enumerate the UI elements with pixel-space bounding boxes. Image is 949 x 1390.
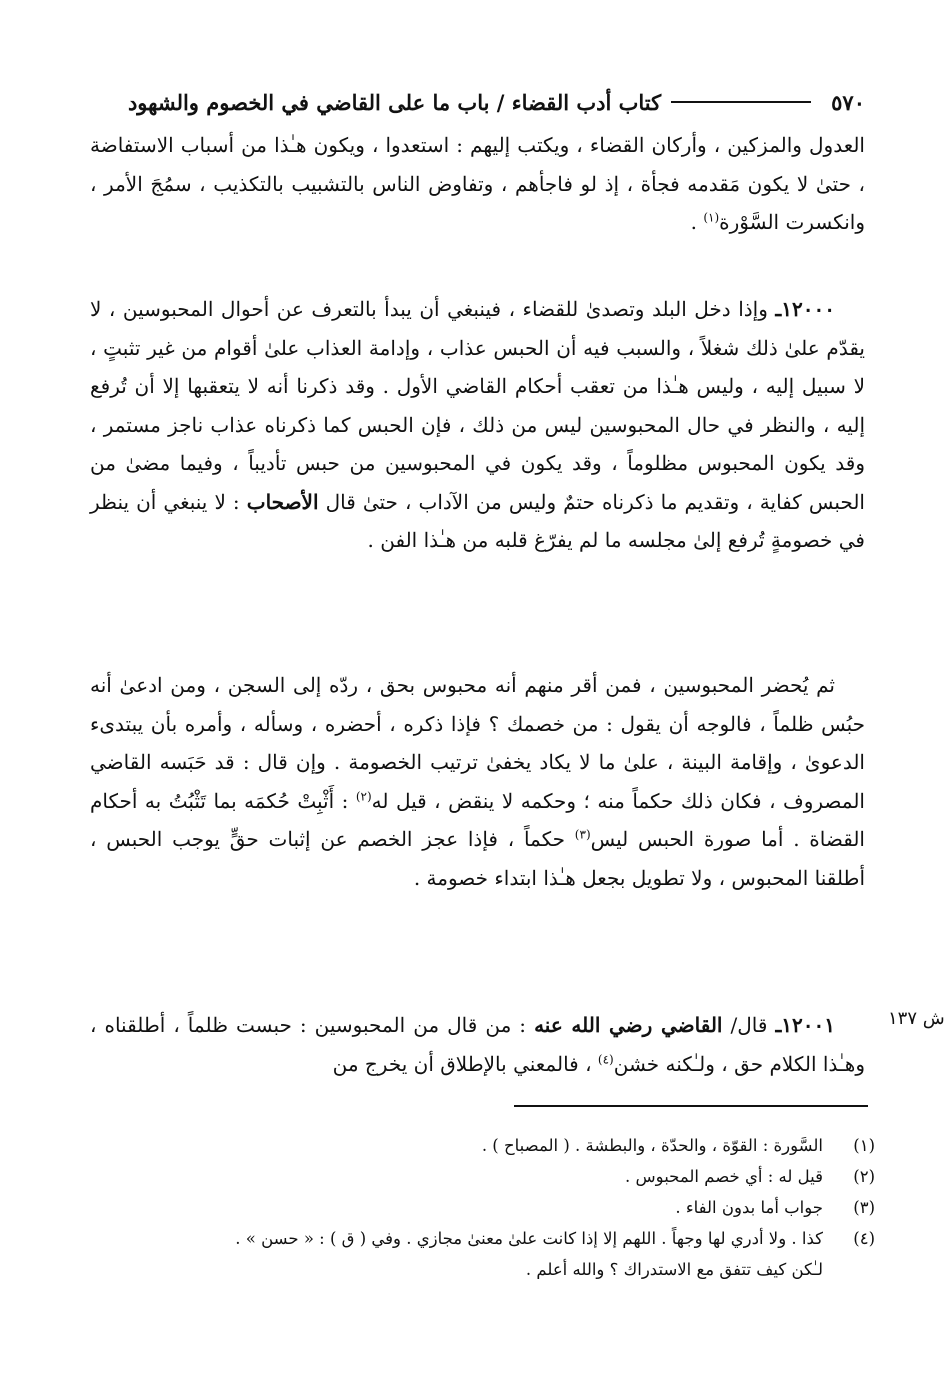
footnote-number: (٢) <box>853 1167 875 1186</box>
margin-manuscript-note: ش ١٣٧ <box>888 1008 945 1029</box>
footnote-number: (١) <box>853 1136 875 1155</box>
footnote-1 <box>90 1130 875 1161</box>
page-number: ٥٧٠ <box>831 89 865 115</box>
footnote-3 <box>90 1192 875 1223</box>
running-header <box>90 84 865 120</box>
paragraph-text: وإذا دخل البلد وتصدىٰ للقضاء ، فينبغي أن يبدأ بالتعرف عن أحوال المحبوسين ، لا يقدّم علىٰ ذلك شغلاً ، والسبب فيه أن الحبس عذاب ، وإدامة العذاب علىٰ أقوام من غير تثبتٍ ، لا سبيل إليه ، وليس هـٰذا من تعقب أحكام القاضي الأول . وقد ذكرنا أنه لا يتعقبها إلا أن تُرفع إليه ، والنظر في حال المحبوسين ليس من ذلك ، فإن الحبس كما ذكرناه عذاب ناجز مستمر ، وقد يكون المحبوس مظلوماً ، وقد يكون في المحبوسين من حبس تأديباً ، وفيما مضىٰ من الحبس كفاية ، وتقديم ما ذكرناه حتمٌ وليس من الآداب ، حتىٰ قال <box>90 297 865 514</box>
paragraph-text: : لا ينبغي أن ينظر في خصومةٍ تُرفع إلىٰ مجلسه ما لم يفرّغ قلبه من هـٰذا الفن . <box>90 489 865 552</box>
emphasis-qadi: القاضي رضي الله عنه <box>534 1013 723 1037</box>
paragraph-text: العدول والمزكين ، وأركان القضاء ، ويكتب إليهم : استعدوا ، ويكون هـٰذا من أسباب الاستفاضة ، حتىٰ لا يكون مَقدمه فجأة ، إذ لو فاجأهم ، وتفاوض الناس بالتشبيب بالتكذيب ، سمُجَ الأمر ، وانكسرت السَّوْرة <box>90 133 865 234</box>
paragraph-text: ، فالمعني بالإطلاق أن يخرج من <box>332 1051 598 1076</box>
footnote-text: جواب أما بدون الفاء . <box>675 1198 823 1217</box>
paragraph-text: : أَثْبِتْ حُكمَه بما تَثْبُتُ به أحكام القضاة . أما صورة الحبس ليس <box>90 788 865 851</box>
paragraph-end: . <box>690 210 704 234</box>
footnote-text: السَّورة : القوّة ، والحدّة ، والبطشة . ( المصباح ) . <box>481 1136 823 1155</box>
paragraph-12001 <box>90 1006 865 1083</box>
footnote-2 <box>90 1161 875 1192</box>
emphasis-ashab: الأصحاب <box>246 489 319 514</box>
footnote-number: (٣) <box>853 1198 875 1217</box>
footnote-ref-4[interactable]: (٤) <box>597 1051 614 1066</box>
section-number-12001: ١٢٠٠١ـ <box>775 1013 836 1037</box>
paragraph-text: حكماً ، فإذا عجز الخصم عن إثبات حقٍّ يوجب الحبس ، أطلقنا المحبوس ، ولا تطويل بجعل هـٰذا ابتداء خصومة . <box>90 827 865 890</box>
footnote-4 <box>90 1223 875 1254</box>
footnote-ref-1[interactable]: (١) <box>703 210 720 225</box>
paragraph-text: : من قال من المحبوسين : حبست ظلماً ، أطلقناه ، وهـٰذا الكلام حق ، ولـٰكنه خشن <box>90 1013 865 1076</box>
footnote-text: قيل له : أي خصم المحبوس . <box>625 1167 823 1186</box>
paragraph-continuation <box>90 126 865 242</box>
footnote-number: (٤) <box>853 1229 875 1248</box>
footnote-ref-3[interactable]: (٣) <box>574 827 591 842</box>
running-title: كتاب أدب القضاء / باب ما على القاضي في الخصوم والشهود <box>127 89 662 115</box>
footnote-separator <box>514 1105 868 1107</box>
footnote-text: كذا . ولا أدري لها وجهاً . اللهم إلا إذا كانت علىٰ معنىٰ مجازي . وفي ( ق ) : « حسن » . <box>235 1229 823 1248</box>
footnote-4-continuation: لـٰكن كيف تتفق مع الاستدراك ؟ والله أعلم . <box>525 1260 823 1279</box>
paragraph-text: قال/ <box>722 1013 776 1037</box>
paragraph-summon-prisoners <box>90 666 865 897</box>
footnote-ref-2[interactable]: (٢) <box>355 788 372 803</box>
header-dash-rule <box>671 101 811 103</box>
paragraph-text: ثم يُحضر المحبوسين ، فمن أقر منهم أنه محبوس بحق ، ردّه إلى السجن ، ومن ادعىٰ أنه حبُس ظلماً ، فالوجه أن يقول : من خصمك ؟ فإذا ذكره ، أحضره ، وسأله ، وأمره بأن يبتدىء الدعوىٰ ، وإقامة البينة ، علىٰ ما لا يكاد يخفىٰ ترتيب الخصومة . وإن قال : قد حَبَسه القاضي المصروف ، فكان ذلك حكماً منه ؛ وحكمه لا ينقض ، قيل له <box>90 673 865 813</box>
paragraph-12000 <box>90 290 865 560</box>
section-number-12000: ١٢٠٠٠ـ <box>775 297 835 321</box>
footnotes <box>90 1130 875 1285</box>
